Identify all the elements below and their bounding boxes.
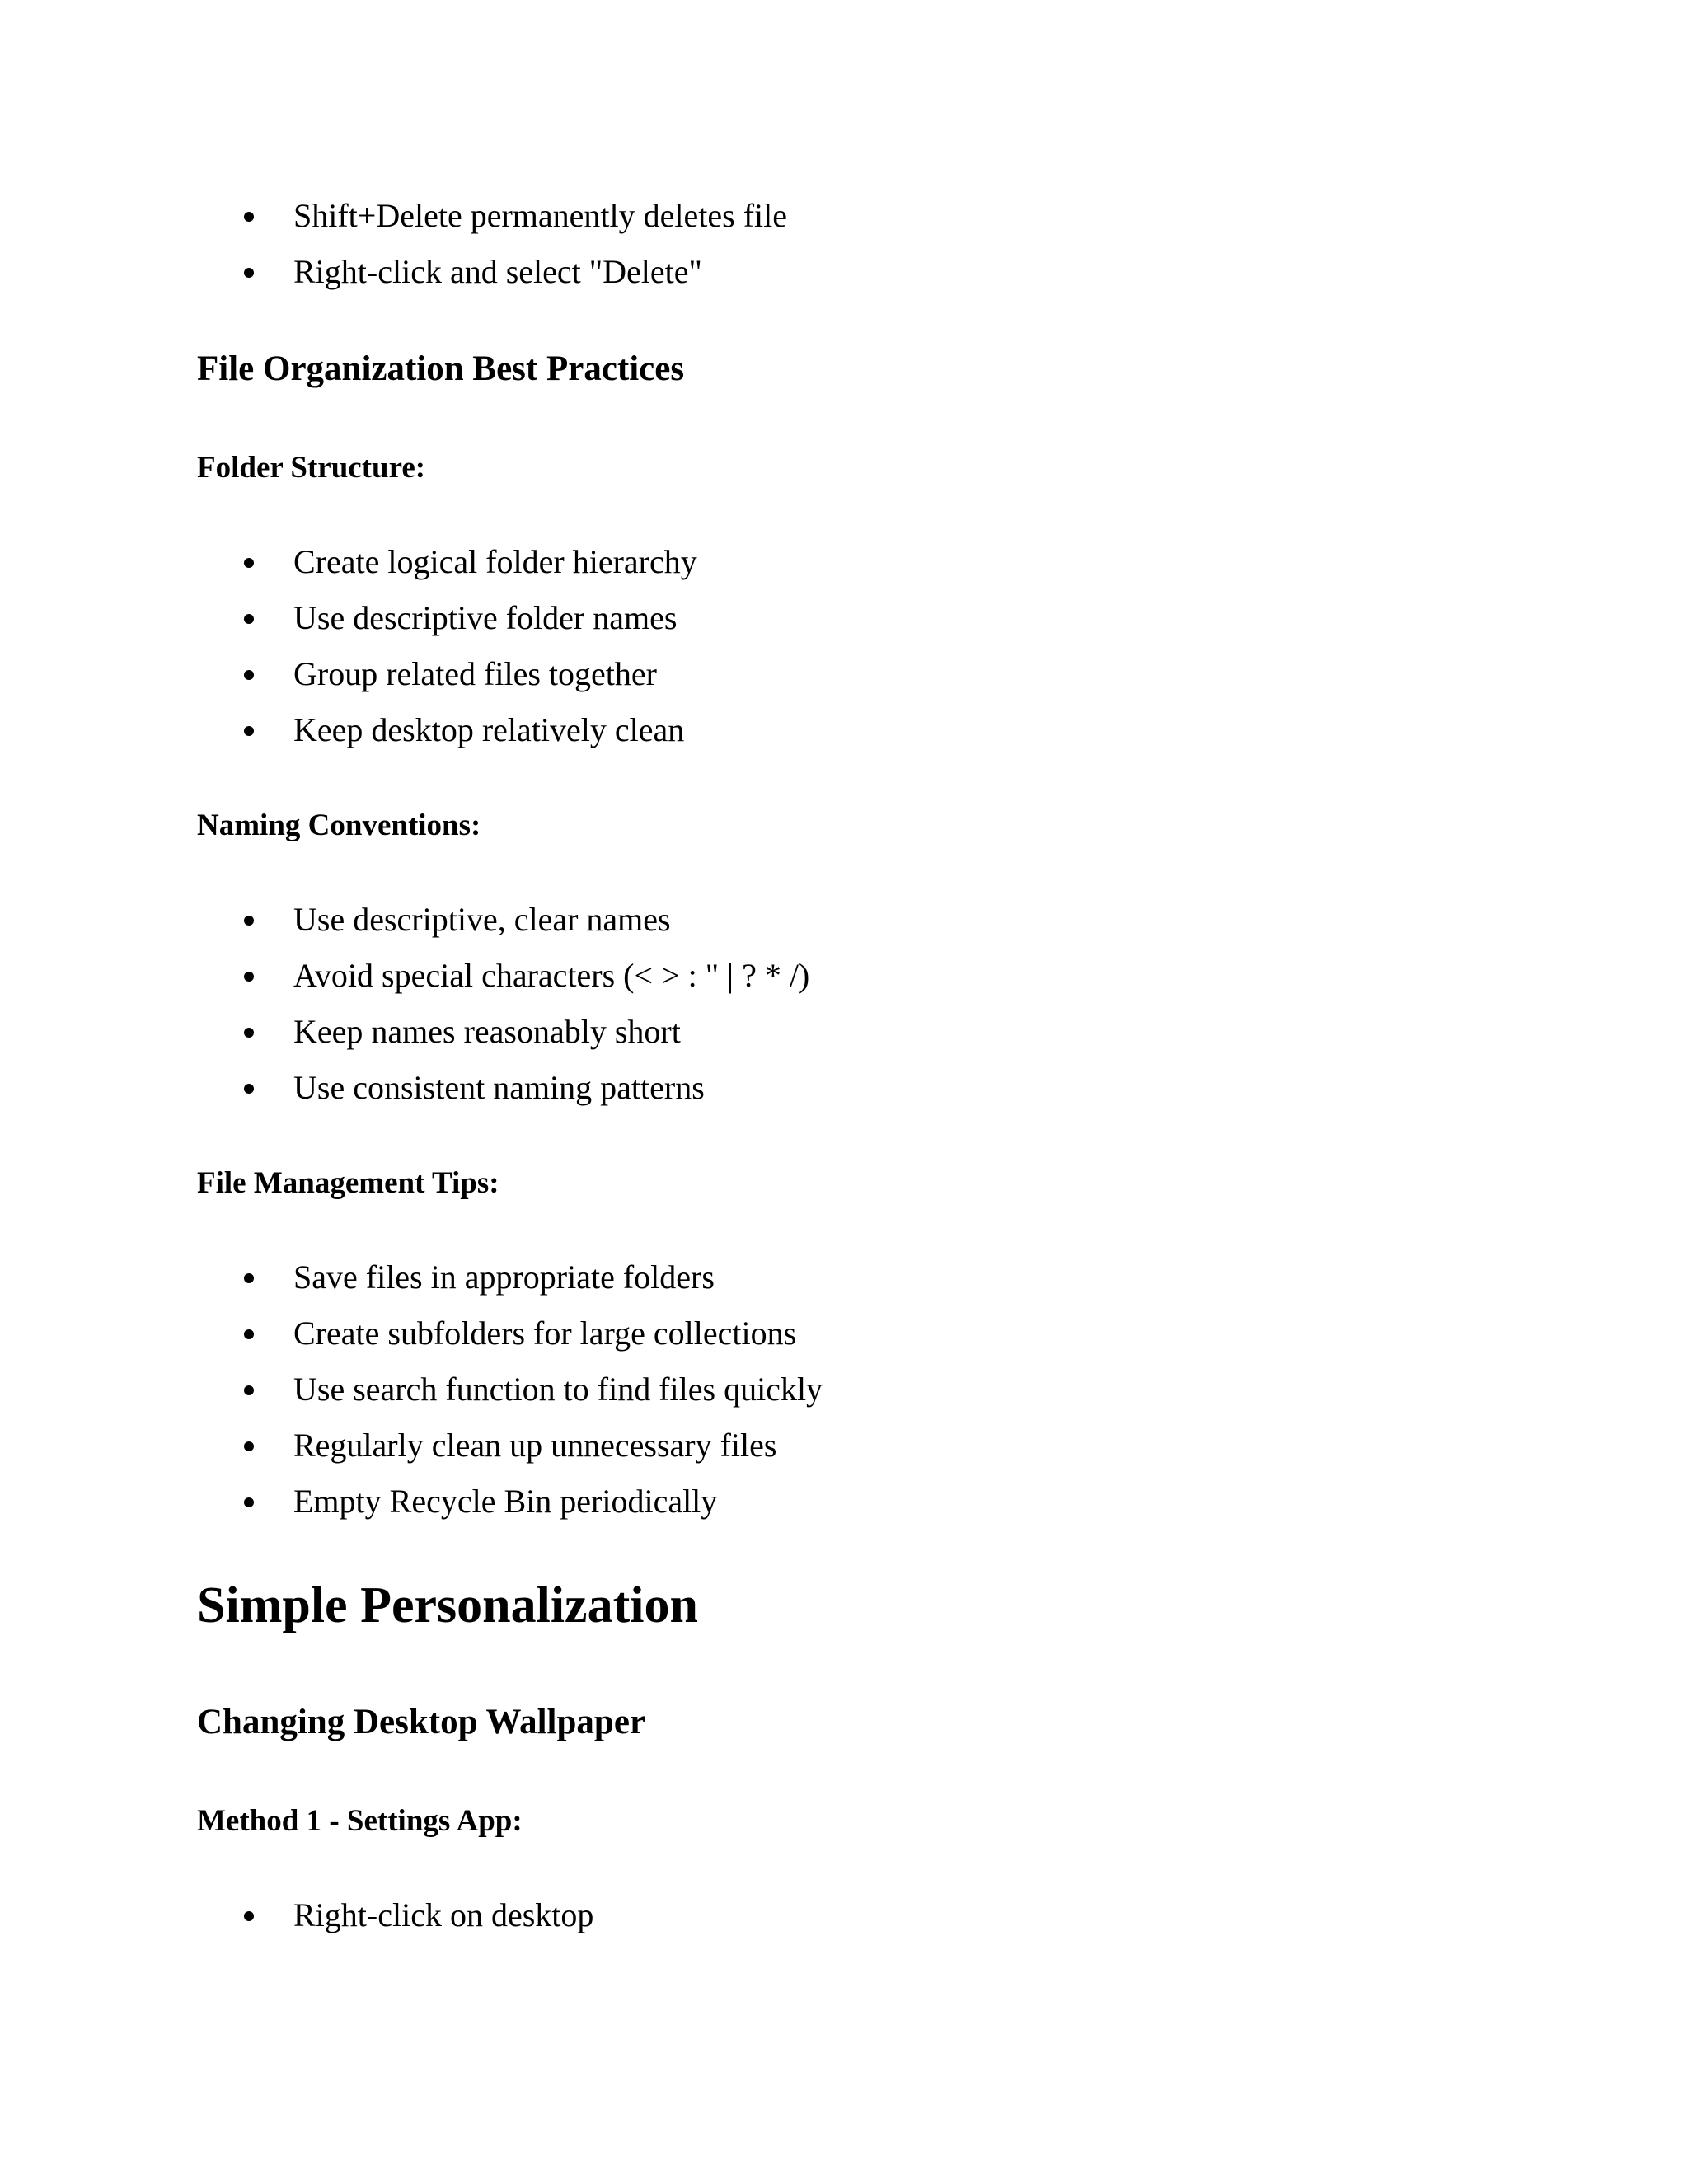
list-item: Right-click on desktop xyxy=(197,1891,1516,1940)
bullet-icon xyxy=(244,1028,254,1038)
list-item: Use descriptive folder names xyxy=(197,593,1516,643)
list-item: Regularly clean up unnecessary files xyxy=(197,1421,1516,1470)
section-heading-simple-personalization: Simple Personalization xyxy=(197,1577,698,1633)
bullet-icon xyxy=(244,558,254,568)
section-heading-file-organization: File Organization Best Practices xyxy=(197,349,685,388)
bullet-icon xyxy=(244,1084,254,1094)
section-heading-changing-wallpaper: Changing Desktop Wallpaper xyxy=(197,1703,646,1741)
bullet-icon xyxy=(244,972,254,982)
bullet-icon xyxy=(244,1441,254,1451)
list-item: Create subfolders for large collections xyxy=(197,1309,1516,1358)
bullet-icon xyxy=(244,670,254,680)
list-item: Use search function to find files quickly xyxy=(197,1365,1516,1414)
list-item: Use consistent naming patterns xyxy=(197,1063,1516,1113)
bullet-icon xyxy=(244,1911,254,1921)
list-item: Keep names reasonably short xyxy=(197,1007,1516,1057)
list-item: Shift+Delete permanently deletes file xyxy=(197,191,1516,241)
bullet-icon xyxy=(244,1497,254,1507)
bullet-icon xyxy=(244,916,254,926)
list-item: Avoid special characters (< > : " | ? * /) xyxy=(197,951,1516,1001)
list-item: Group related files together xyxy=(197,649,1516,699)
bullet-icon xyxy=(244,1385,254,1395)
bullet-icon xyxy=(244,1329,254,1339)
bullet-icon xyxy=(244,726,254,736)
list-item: Use descriptive, clear names xyxy=(197,895,1516,944)
bullet-icon xyxy=(244,212,254,222)
list-item: Create logical folder hierarchy xyxy=(197,537,1516,587)
list-item: Empty Recycle Bin periodically xyxy=(197,1477,1516,1526)
bullet-icon xyxy=(244,268,254,278)
bullet-icon xyxy=(244,1273,254,1283)
bullet-icon xyxy=(244,614,254,624)
subheading-naming-conventions: Naming Conventions: xyxy=(197,808,481,842)
list-item: Keep desktop relatively clean xyxy=(197,705,1516,755)
list-item: Right-click and select "Delete" xyxy=(197,247,1516,297)
subheading-folder-structure: Folder Structure: xyxy=(197,451,426,485)
subheading-method-1: Method 1 - Settings App: xyxy=(197,1804,523,1838)
subheading-file-management-tips: File Management Tips: xyxy=(197,1166,499,1200)
list-item: Save files in appropriate folders xyxy=(197,1253,1516,1302)
